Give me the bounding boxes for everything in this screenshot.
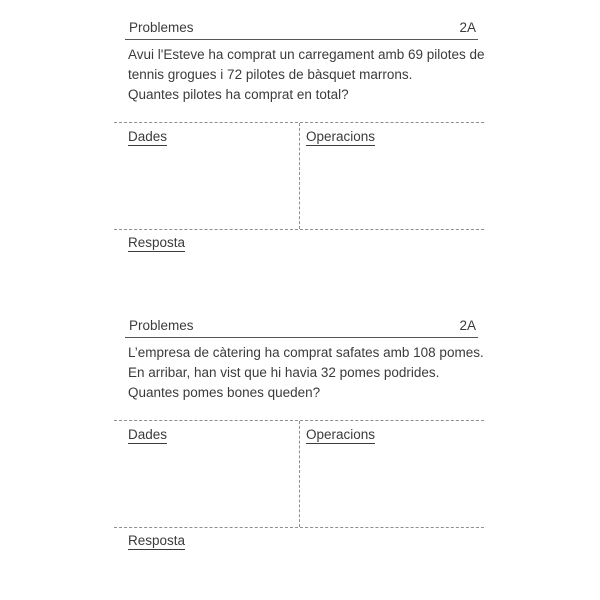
operacions-cell[interactable] — [300, 421, 484, 527]
resposta-label: Resposta — [128, 235, 186, 250]
section-title: Problemes — [129, 20, 194, 35]
section-code: 2A — [459, 318, 476, 333]
problem-section-1 — [114, 18, 484, 252]
problem-line: Avui l'Esteve ha comprat un carregament amb 69 pilotes de — [128, 47, 485, 62]
work-table — [114, 420, 484, 528]
resposta-label: Resposta — [128, 533, 186, 548]
problem-line: L’empresa de càtering ha comprat safates amb 108 pomes. — [128, 345, 484, 360]
problem-line: En arribar, han vist que hi havia 32 pomes podrides. — [128, 365, 440, 380]
problem-text — [128, 45, 484, 105]
dades-cell[interactable] — [114, 123, 300, 229]
problem-line: Quantes pomes bones queden? — [128, 385, 321, 400]
operacions-label: Operacions — [306, 427, 376, 442]
operacions-cell[interactable] — [300, 123, 484, 229]
problem-line: Quantes pilotes ha comprat en total? — [128, 87, 349, 102]
section-code: 2A — [459, 20, 476, 35]
resposta-area[interactable] — [128, 235, 484, 252]
problem-text — [128, 343, 484, 403]
section-header — [125, 18, 478, 40]
resposta-area[interactable] — [128, 533, 484, 550]
dades-label: Dades — [128, 427, 168, 442]
operacions-label: Operacions — [306, 129, 376, 144]
dades-label: Dades — [128, 129, 168, 144]
problem-line: tennis grogues i 72 pilotes de bàsquet marrons. — [128, 67, 413, 82]
dades-cell[interactable] — [114, 421, 300, 527]
problem-section-2 — [114, 316, 484, 550]
section-header — [125, 316, 478, 338]
section-title: Problemes — [129, 318, 194, 333]
work-table — [114, 122, 484, 230]
